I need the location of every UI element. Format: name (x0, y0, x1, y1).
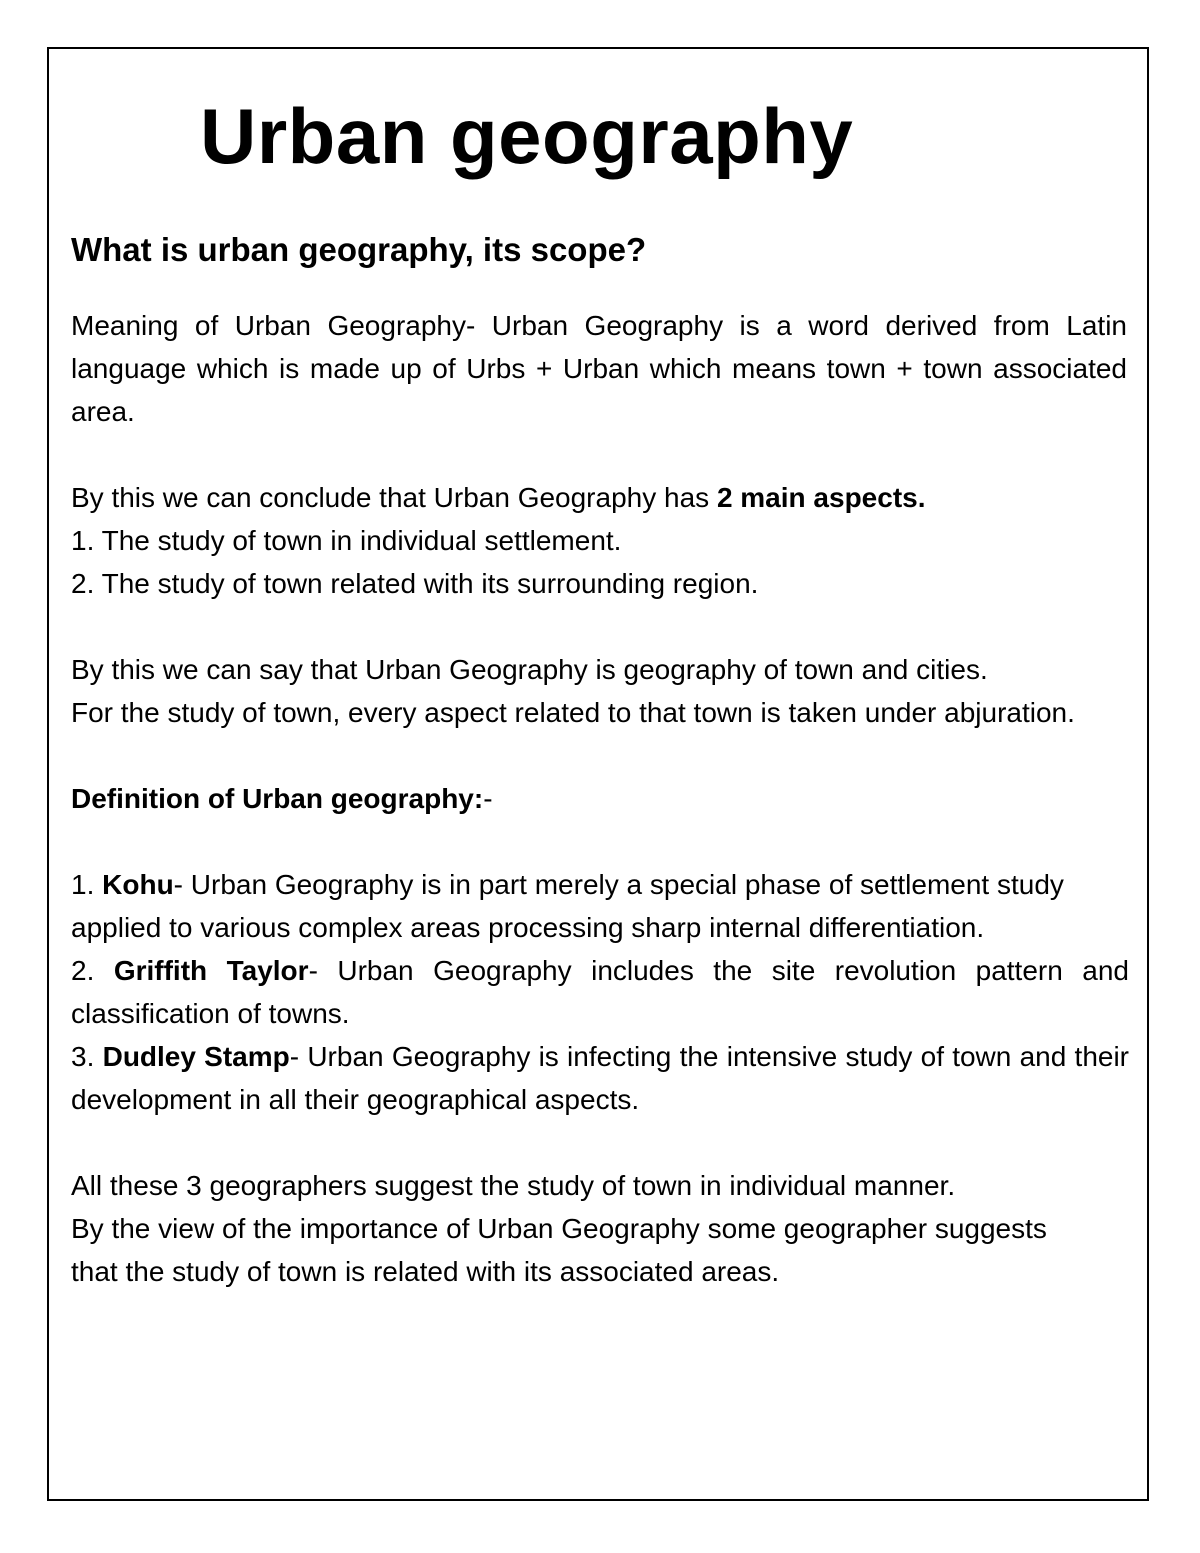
definition-number: 3. (71, 1041, 103, 1072)
spacer (71, 433, 1129, 476)
aspects-intro (71, 476, 1129, 519)
definition-number: 2. (71, 955, 114, 986)
geographer-name: Kohu (102, 869, 174, 900)
summary-line: For the study of town, every aspect related to that town is taken under abjuration. (71, 697, 1075, 728)
aspects-count: 2 main aspects. (716, 482, 926, 513)
spacer (71, 820, 1129, 863)
aspect-item: 1. The study of town in individual settlement. (71, 525, 622, 556)
definition-item (71, 949, 1129, 1035)
summary-line: By this we can say that Urban Geography is geography of town and cities. (71, 654, 988, 685)
question-heading: What is urban geography, its scope? (71, 231, 647, 268)
geographer-name: Griffith Taylor (113, 955, 309, 986)
spacer (71, 734, 1129, 777)
definition-text: - Urban Geography is in part merely a special phase of settlement study applied to various complex areas processing sharp internal differentiation. (71, 869, 1064, 943)
conclusion-line: All these 3 geographers suggest the study of town in individual manner. (71, 1170, 956, 1201)
definition-item (71, 863, 1121, 949)
meaning-paragraph: Meaning of Urban Geography- Urban Geography is a word derived from Latin language which is made up of Urbs + Urban which means town + town associated area. (71, 310, 1127, 427)
aspect-item: 2. The study of town related with its surrounding region. (71, 568, 759, 599)
definitions-heading-text: Definition of Urban geography: (71, 783, 484, 814)
definitions-heading (71, 777, 1129, 820)
geographer-name: Dudley Stamp (102, 1041, 290, 1072)
definition-text: - Urban Geography includes the site revolution pattern and classification of towns. (71, 955, 1129, 1029)
definition-number: 1. (71, 869, 103, 900)
aspects-intro-text: By this we can conclude that Urban Geography has (71, 482, 717, 513)
spacer (71, 1121, 1129, 1164)
document-title: Urban geography (200, 92, 854, 180)
document-body (71, 304, 1129, 1293)
spacer (71, 605, 1129, 648)
definition-item (71, 1035, 1129, 1121)
conclusion-line: By the view of the importance of Urban Geography some geographer suggests that the study of town is related with its associated areas. (71, 1213, 1047, 1287)
definitions-heading-suffix: - (483, 783, 493, 814)
definition-text: - Urban Geography is infecting the intensive study of town and their development in all their geographical aspects. (71, 1041, 1130, 1115)
